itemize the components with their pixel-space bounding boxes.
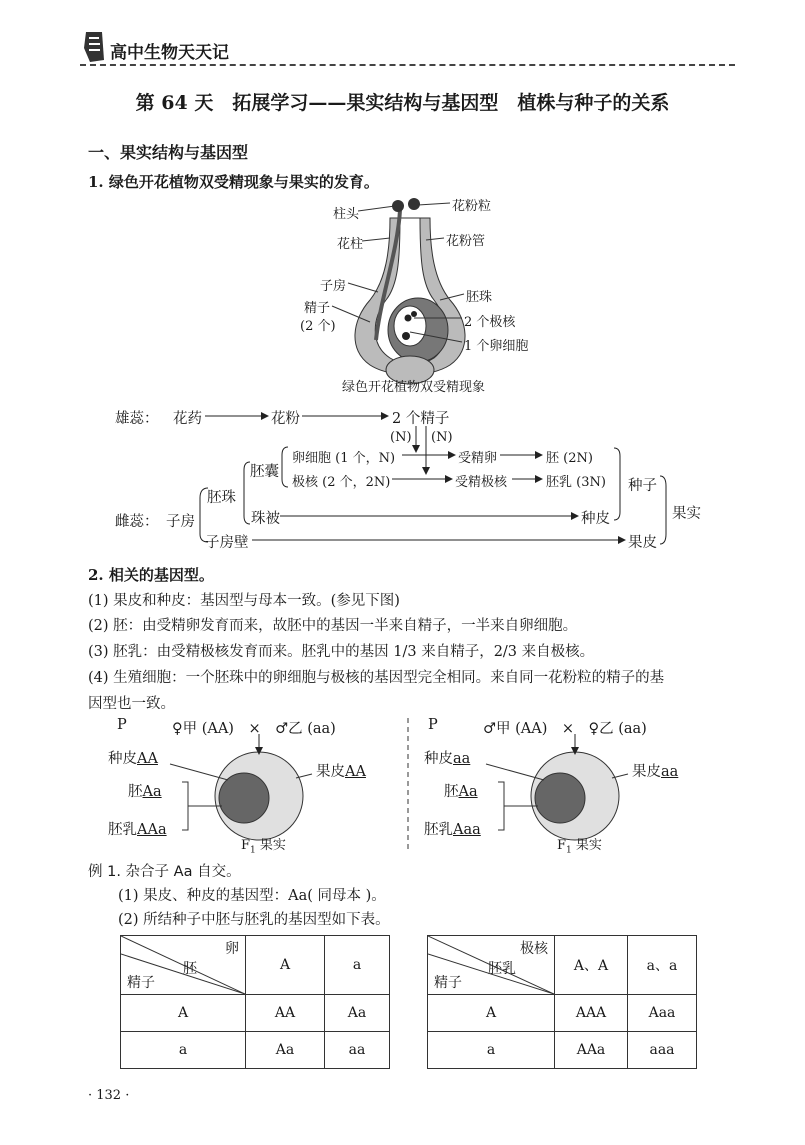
cross-right-guopi-value: aa [661, 764, 679, 780]
table-corner: 卵 胚 精子 [121, 936, 246, 995]
table-row: A AA Aa [121, 995, 390, 1032]
flow-huayao: 花药 [173, 411, 202, 427]
example-title: 例 1. 杂合子 Aa 自交。 [88, 864, 241, 880]
table-row [428, 936, 697, 995]
cross-left-f1: $F_1$ 果实 [241, 838, 286, 856]
book-title: 高中生物天天记 [110, 43, 229, 63]
flow-cirui: 雌蕊： [115, 514, 159, 530]
table-corner: 极核 胚乳 精子 [428, 936, 555, 995]
point-3: (3) 胚乳：由受精极核发育而来。胚乳中的基因 1/3 来自精子，2/3 来自极核。 [88, 644, 595, 660]
cross-left-guopi-value: AA [345, 764, 366, 780]
cross-right-guopi: 果皮aa [632, 764, 679, 780]
section-heading: 一、果实结构与基因型 [88, 143, 249, 162]
cross-left-zhongpi-value: AA [137, 751, 158, 767]
endosperm-genotype-table [427, 935, 697, 1069]
item-heading-1: 1. 绿色开花植物双受精现象与果实的发育。 [88, 173, 379, 191]
page-title: 第 64 天 拓展学习——果实结构与基因型 植株与种子的关系 [135, 92, 670, 114]
point-4: (4) 生殖细胞：一个胚珠中的卵细胞与极核的基因型完全相同。来自同一花粉粒的精子的基 [88, 670, 665, 686]
example-point-1: (1) 果皮、种皮的基因型：Aa( 同母本 )。 [118, 888, 386, 904]
label-zifang: 子房 [320, 279, 347, 294]
point-4-cont: 因型也一致。 [88, 696, 175, 712]
cross-right-f1: $F_1$ 果实 [557, 838, 602, 856]
label-peizhu: 胚珠 [466, 290, 493, 305]
flow-luanxibao: 卵细胞 (1 个，N) [292, 451, 396, 466]
flow-zifang: 子房 [166, 514, 195, 530]
cross-right-zhongpi-value: aa [453, 751, 471, 767]
table-col-header: A [246, 936, 325, 995]
label-huazhu: 花柱 [337, 237, 364, 252]
label-huafenguan: 花粉管 [446, 234, 486, 249]
point-2: (2) 胚：由受精卵发育而来，故胚中的基因一半来自精子，一半来自卵细胞。 [88, 618, 578, 634]
page-number: · 132 · [88, 1088, 130, 1103]
flow-pei: 胚 (2N) [546, 451, 593, 466]
flow-peizhu: 胚珠 [207, 490, 236, 506]
flow-zhongzi: 种子 [628, 478, 657, 494]
flow-guopi: 果皮 [628, 535, 657, 551]
flow-zhubei: 珠被 [251, 511, 280, 527]
table-row [121, 936, 390, 995]
flow-n2: (N) [431, 430, 453, 445]
table-col-header: A、A [555, 936, 628, 995]
label-jihe: 2 个极核 [464, 315, 516, 330]
label-jingzi-count: (2 个) [300, 319, 336, 334]
label-jingzi: 精子 [304, 301, 331, 316]
cross-right-peiru: 胚乳Aaa [424, 822, 481, 838]
figure-caption: 绿色开花植物双受精现象 [342, 380, 486, 395]
flow-shoujingjihe: 受精极核 [455, 475, 508, 490]
flow-zhongpi: 种皮 [581, 511, 610, 527]
label-zhutou: 柱头 [333, 207, 360, 222]
embryo-genotype-table [120, 935, 390, 1069]
flow-two-sperm: 2 个精子 [392, 411, 450, 427]
flow-zifangbi: 子房壁 [205, 535, 249, 551]
cross-right-pei-value: Aa [458, 784, 478, 800]
cross-right-pei: 胚Aa [444, 784, 478, 800]
flow-guoshi: 果实 [672, 506, 701, 522]
cross-right-p: P [428, 717, 438, 733]
item-heading-2: 2. 相关的基因型。 [88, 566, 214, 584]
flow-huafen: 花粉 [271, 411, 300, 427]
label-luanxibao: 1 个卵细胞 [464, 339, 529, 354]
flow-xiongrui: 雄蕊： [115, 411, 159, 427]
cross-left-parents: ♀甲 (AA) × ♂乙 (aa) [172, 721, 336, 737]
table-col-header: a、a [628, 936, 697, 995]
cross-right-peiru-value: Aaa [453, 822, 481, 838]
point-1: (1) 果皮和种皮：基因型与母本一致。(参见下图) [88, 593, 400, 609]
label-huafenli: 花粉粒 [452, 199, 492, 214]
cross-left-peiru-value: AAa [137, 822, 167, 838]
cross-left-guopi: 果皮AA [316, 764, 366, 780]
flow-shoujingluan: 受精卵 [458, 451, 498, 466]
cross-left-p: P [117, 717, 127, 733]
flow-peinang: 胚囊 [250, 464, 279, 480]
flow-jihe: 极核 (2 个，2N) [292, 475, 391, 490]
table-row: A AAA Aaa [428, 995, 697, 1032]
cross-left-pei-value: Aa [142, 784, 162, 800]
cross-left-zhongpi: 种皮AA [108, 751, 158, 767]
cross-left-pei: 胚Aa [128, 784, 162, 800]
flow-peiru: 胚乳 (3N) [546, 475, 606, 490]
table-col-header: a [325, 936, 390, 995]
example-point-2: (2) 所结种子中胚与胚乳的基因型如下表。 [118, 912, 390, 928]
cross-right-zhongpi: 种皮aa [424, 751, 471, 767]
cross-right-parents: ♂甲 (AA) × ♀乙 (aa) [483, 721, 647, 737]
table-row: a AAa aaa [428, 1032, 697, 1069]
flow-n1: (N) [390, 430, 412, 445]
table-row: a Aa aa [121, 1032, 390, 1069]
cross-left-peiru: 胚乳AAa [108, 822, 167, 838]
